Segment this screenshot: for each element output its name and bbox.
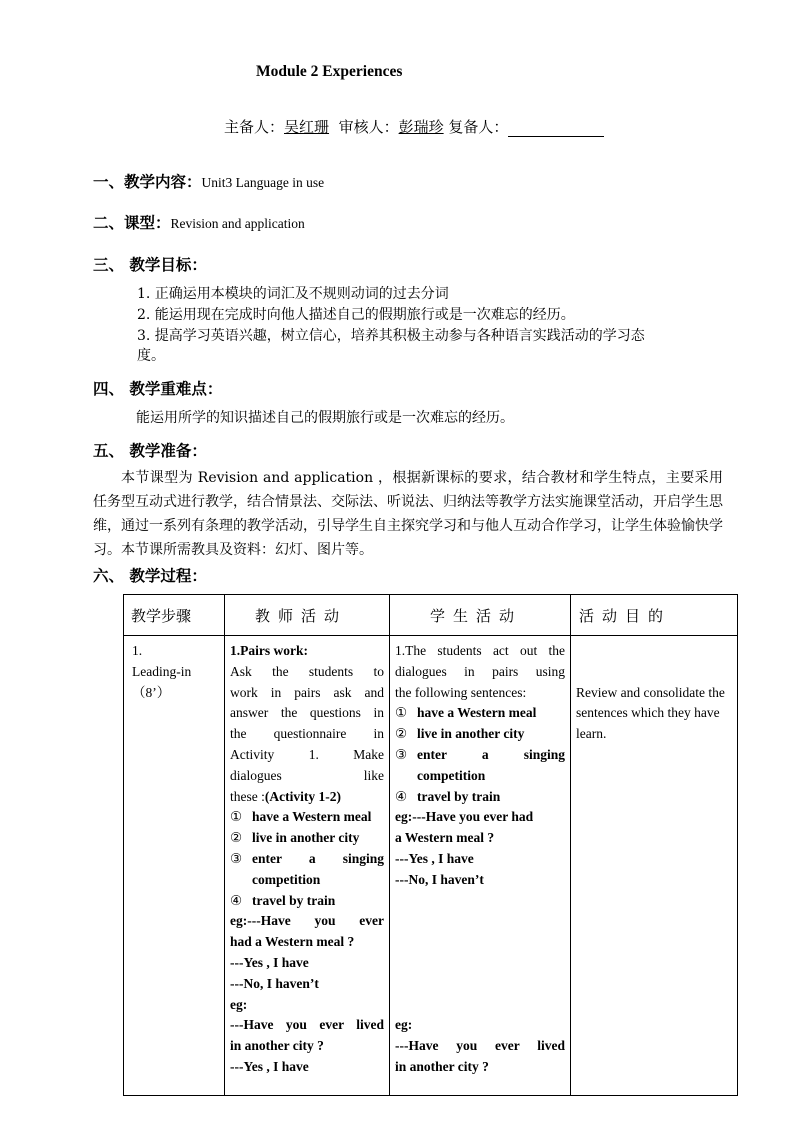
- co-preparer-label: 复备人：: [448, 118, 509, 136]
- circled-number: ①: [395, 705, 408, 721]
- student-item: [395, 745, 565, 787]
- section-text: Revision and application: [170, 216, 305, 231]
- preparer-name: 吴红珊: [284, 118, 330, 136]
- section-text: Unit3 Language in use: [201, 175, 325, 190]
- student-text-line: the following sentences:: [395, 684, 527, 700]
- section-heading: 二、课型：: [93, 213, 171, 232]
- teacher-example-line: ---No, I haven’t: [230, 975, 319, 991]
- step-time: （8’）: [132, 684, 171, 700]
- objective-item: 2. 能运用现在完成时向他人描述自己的假期旅行或是一次难忘的经历。: [137, 307, 575, 323]
- table-row: [124, 636, 738, 1096]
- teacher-text-line: answer the questions in: [230, 705, 384, 721]
- teacher-example-line: in another city ?: [230, 1038, 324, 1054]
- student-example-line: ---Yes , I have: [395, 850, 474, 866]
- authors-line: [224, 116, 604, 137]
- teacher-item: [230, 891, 384, 912]
- teacher-example-line: ---Yes , I have: [230, 954, 309, 970]
- step-cell: [124, 636, 225, 1096]
- teacher-example-line: eg:---Have you ever: [230, 913, 384, 929]
- section-difficulty-text: 能运用所学的知识描述自己的假期旅行或是一次难忘的经历。: [136, 410, 514, 426]
- purpose-text: Review and consolidate the sentences which they have learn.: [576, 684, 725, 742]
- table-header-row: [124, 595, 738, 636]
- student-example-line: ---No, I haven’t: [395, 871, 484, 887]
- student-item: [395, 724, 565, 745]
- step-number: 1.: [132, 643, 143, 658]
- preparer-label: 主备人：: [224, 118, 285, 136]
- student-spacer: [395, 891, 565, 1016]
- circled-number: ②: [395, 726, 408, 742]
- objective-item: 1. 正确运用本模块的词汇及不规则动词的过去分词: [137, 286, 449, 302]
- teacher-text-line: work in pairs ask and: [230, 684, 384, 700]
- header-teacher: 教师活动: [225, 595, 390, 636]
- circled-number: ④: [230, 892, 243, 908]
- teacher-text-line: dialogues like: [230, 767, 384, 783]
- item-text: enter a singing competition: [417, 746, 565, 783]
- item-text: have a Western meal: [417, 705, 537, 721]
- student-item: [395, 703, 565, 724]
- circled-number: ③: [395, 746, 408, 762]
- teacher-activity-ref: (Activity 1-2): [264, 788, 341, 804]
- student-example-line: a Western meal ?: [395, 830, 495, 846]
- teacher-cell: [225, 636, 390, 1096]
- circled-number: ②: [230, 830, 243, 846]
- teacher-heading: 1.Pairs work:: [230, 643, 308, 658]
- purpose-cell: [571, 636, 738, 1096]
- teacher-example-line: ---Have you ever lived: [230, 1017, 384, 1033]
- item-text: have a Western meal: [252, 809, 372, 825]
- section-type: [93, 211, 305, 233]
- step-name: Leading-in: [132, 663, 192, 679]
- page-title: Module 2 Experiences: [256, 63, 403, 80]
- student-item: [395, 787, 565, 808]
- item-text: travel by train: [417, 788, 501, 804]
- section-objectives-heading: 三、 教学目标：: [93, 255, 207, 274]
- student-cell: [390, 636, 571, 1096]
- section-prep-heading: 五、 教学准备：: [93, 441, 207, 460]
- circled-number: ③: [230, 850, 243, 866]
- student-text-line: 1.The students act out the: [395, 643, 565, 658]
- item-text: travel by train: [252, 892, 336, 908]
- student-example-line: eg:: [395, 1017, 413, 1033]
- purpose-spacer: [576, 641, 732, 683]
- reviewer-name: 彭瑞珍: [398, 118, 444, 136]
- teacher-text-line: [230, 787, 384, 808]
- section-process-heading: 六、 教学过程：: [93, 566, 207, 585]
- section-content: [93, 170, 324, 192]
- student-example-line: eg:---Have you ever had: [395, 809, 534, 825]
- teacher-text-line: Ask the students to: [230, 663, 384, 679]
- teacher-text-plain: these :: [230, 788, 265, 804]
- teacher-text-line: Activity 1. Make: [230, 746, 384, 762]
- teacher-item: [230, 828, 384, 849]
- section-heading: 一、教学内容：: [93, 172, 202, 191]
- student-text-line: dialogues in pairs using: [395, 663, 565, 679]
- reviewer-label: 审核人：: [338, 118, 399, 136]
- objective-item: 3. 提高学习英语兴趣，树立信心，培养其积极主动参与各种语言实践活动的学习态: [137, 328, 645, 344]
- circled-number: ④: [395, 788, 408, 804]
- co-preparer-blank: [508, 122, 604, 137]
- header-student: 学生活动: [390, 595, 571, 636]
- item-text: live in another city: [252, 830, 360, 846]
- teacher-item: [230, 807, 384, 828]
- student-example-line: ---Have you ever lived: [395, 1038, 565, 1054]
- item-text: enter a singing competition: [252, 850, 384, 887]
- student-example-line: in another city ?: [395, 1058, 489, 1074]
- header-step: 教学步骤: [124, 595, 225, 636]
- teacher-example-line: had a Western meal ?: [230, 934, 355, 950]
- section-prep-text: 本节课型为 Revision and application ，根据新课标的要求，结合教材和学生特点，主要采用任务型互动式进行教学，结合情景法、交际法、听说法、归纳法等教学方法实施课堂活动，开启学生思维，通过一系列有条理的教学活动，引导学生自主探究学习和与他人互动合作学习，让学生体验愉快学习。本节课所需教具及资料：幻灯、图片等。: [93, 470, 723, 558]
- item-text: live in another city: [417, 726, 525, 742]
- section-difficulty-heading: 四、 教学重难点：: [93, 379, 223, 398]
- teacher-text-line: the questionnaire in: [230, 726, 384, 742]
- header-purpose: 活动目的: [571, 595, 738, 636]
- objective-item-cont: 度。: [137, 348, 165, 364]
- circled-number: ①: [230, 809, 243, 825]
- teacher-item: [230, 849, 384, 891]
- teacher-example-line: ---Yes , I have: [230, 1058, 309, 1074]
- process-table: [123, 594, 738, 1096]
- teacher-example-line: eg:: [230, 996, 248, 1012]
